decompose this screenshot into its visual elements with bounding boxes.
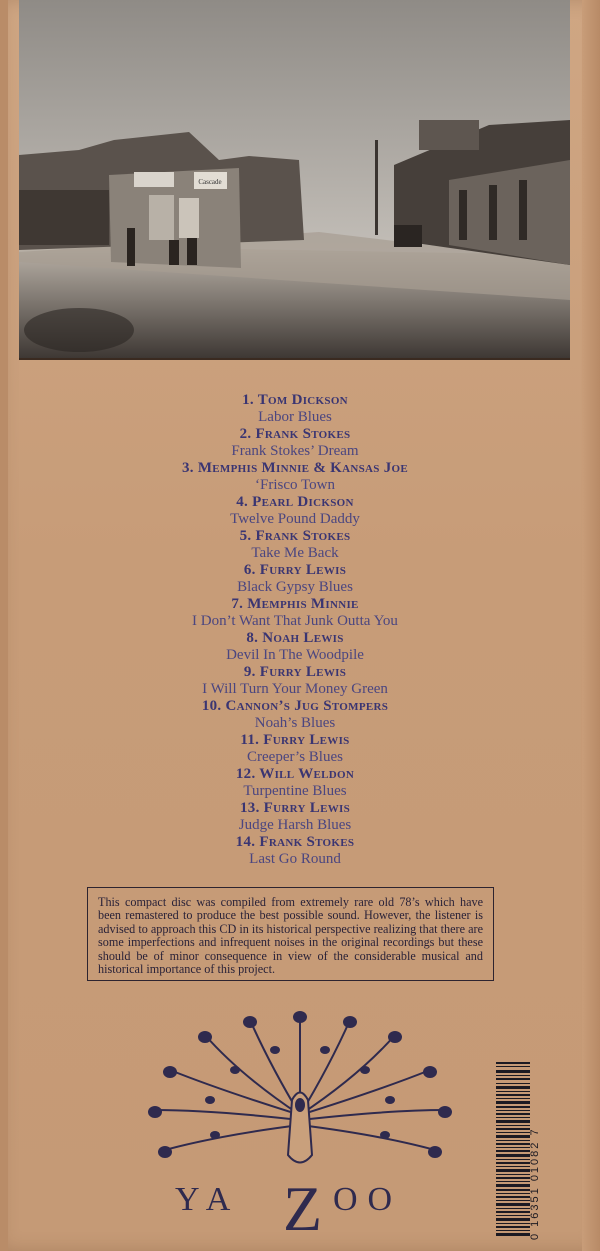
logo-text-ya: YA <box>175 1181 241 1218</box>
logo-text-z: Z <box>283 1173 323 1244</box>
street-photograph <box>19 0 570 360</box>
track-item <box>0 800 590 834</box>
track-artist: 13. Furry Lewis <box>239 800 351 816</box>
barcode-digits: 0 16351 01082 7 <box>529 1127 541 1240</box>
track-title: Take Me Back <box>251 545 339 561</box>
track-item <box>0 834 590 868</box>
track-item <box>0 664 590 698</box>
track-artist: 3. Memphis Minnie & Kansas Joe <box>181 460 409 476</box>
track-item <box>0 460 590 494</box>
track-item <box>0 494 590 528</box>
track-artist: 11. Furry Lewis <box>240 732 350 748</box>
track-artist: 7. Memphis Minnie <box>231 596 359 612</box>
track-item <box>0 766 590 800</box>
track-title: ‘Frisco Town <box>255 477 335 493</box>
track-title: Frank Stokes’ Dream <box>231 443 359 459</box>
track-item <box>0 528 590 562</box>
track-item <box>0 426 590 460</box>
upc-barcode <box>496 1062 556 1242</box>
track-artist: 14. Frank Stokes <box>235 834 355 850</box>
track-title: I Will Turn Your Money Green <box>202 681 388 697</box>
track-item <box>0 596 590 630</box>
track-artist: 8. Noah Lewis <box>246 630 344 646</box>
yazoo-peacock-logo <box>140 1005 460 1245</box>
track-title: Turpentine Blues <box>243 783 347 799</box>
track-item <box>0 392 590 426</box>
track-item <box>0 732 590 766</box>
track-artist: 5. Frank Stokes <box>239 528 351 544</box>
remastering-notice: This compact disc was compiled from extremely rare old 78’s which have been remastered to produce the best possible sound. However, the listener is advised to approach this CD in its historical perspective realizing that there are some imperfections and infrequent noises in the original recordings but these should be of minor consequence in view of the considerable musical and historical importance of this project. <box>87 887 494 981</box>
track-artist: 6. Furry Lewis <box>243 562 347 578</box>
cascade-sign: Cascade <box>198 178 222 186</box>
track-artist: 4. Pearl Dickson <box>236 494 354 510</box>
track-artist: 12. Will Weldon <box>235 766 355 782</box>
track-title: Labor Blues <box>258 409 332 425</box>
track-artist: 10. Cannon’s Jug Stompers <box>201 698 389 714</box>
track-title: Black Gypsy Blues <box>237 579 353 595</box>
track-title: Last Go Round <box>249 851 341 867</box>
track-artist: 1. Tom Dickson <box>242 392 348 408</box>
track-title: Judge Harsh Blues <box>238 817 352 833</box>
track-artist: 2. Frank Stokes <box>239 426 351 442</box>
track-title: Creeper’s Blues <box>247 749 343 765</box>
track-title: Noah’s Blues <box>254 715 336 731</box>
track-artist: 9. Furry Lewis <box>243 664 347 680</box>
track-title: Devil In The Woodpile <box>226 647 364 663</box>
track-title: Twelve Pound Daddy <box>230 511 360 527</box>
track-list <box>0 392 590 868</box>
track-title: I Don’t Want That Junk Outta You <box>192 613 398 629</box>
logo-text-oo: OO <box>333 1181 403 1218</box>
track-item <box>0 630 590 664</box>
track-item <box>0 698 590 732</box>
track-item <box>0 562 590 596</box>
